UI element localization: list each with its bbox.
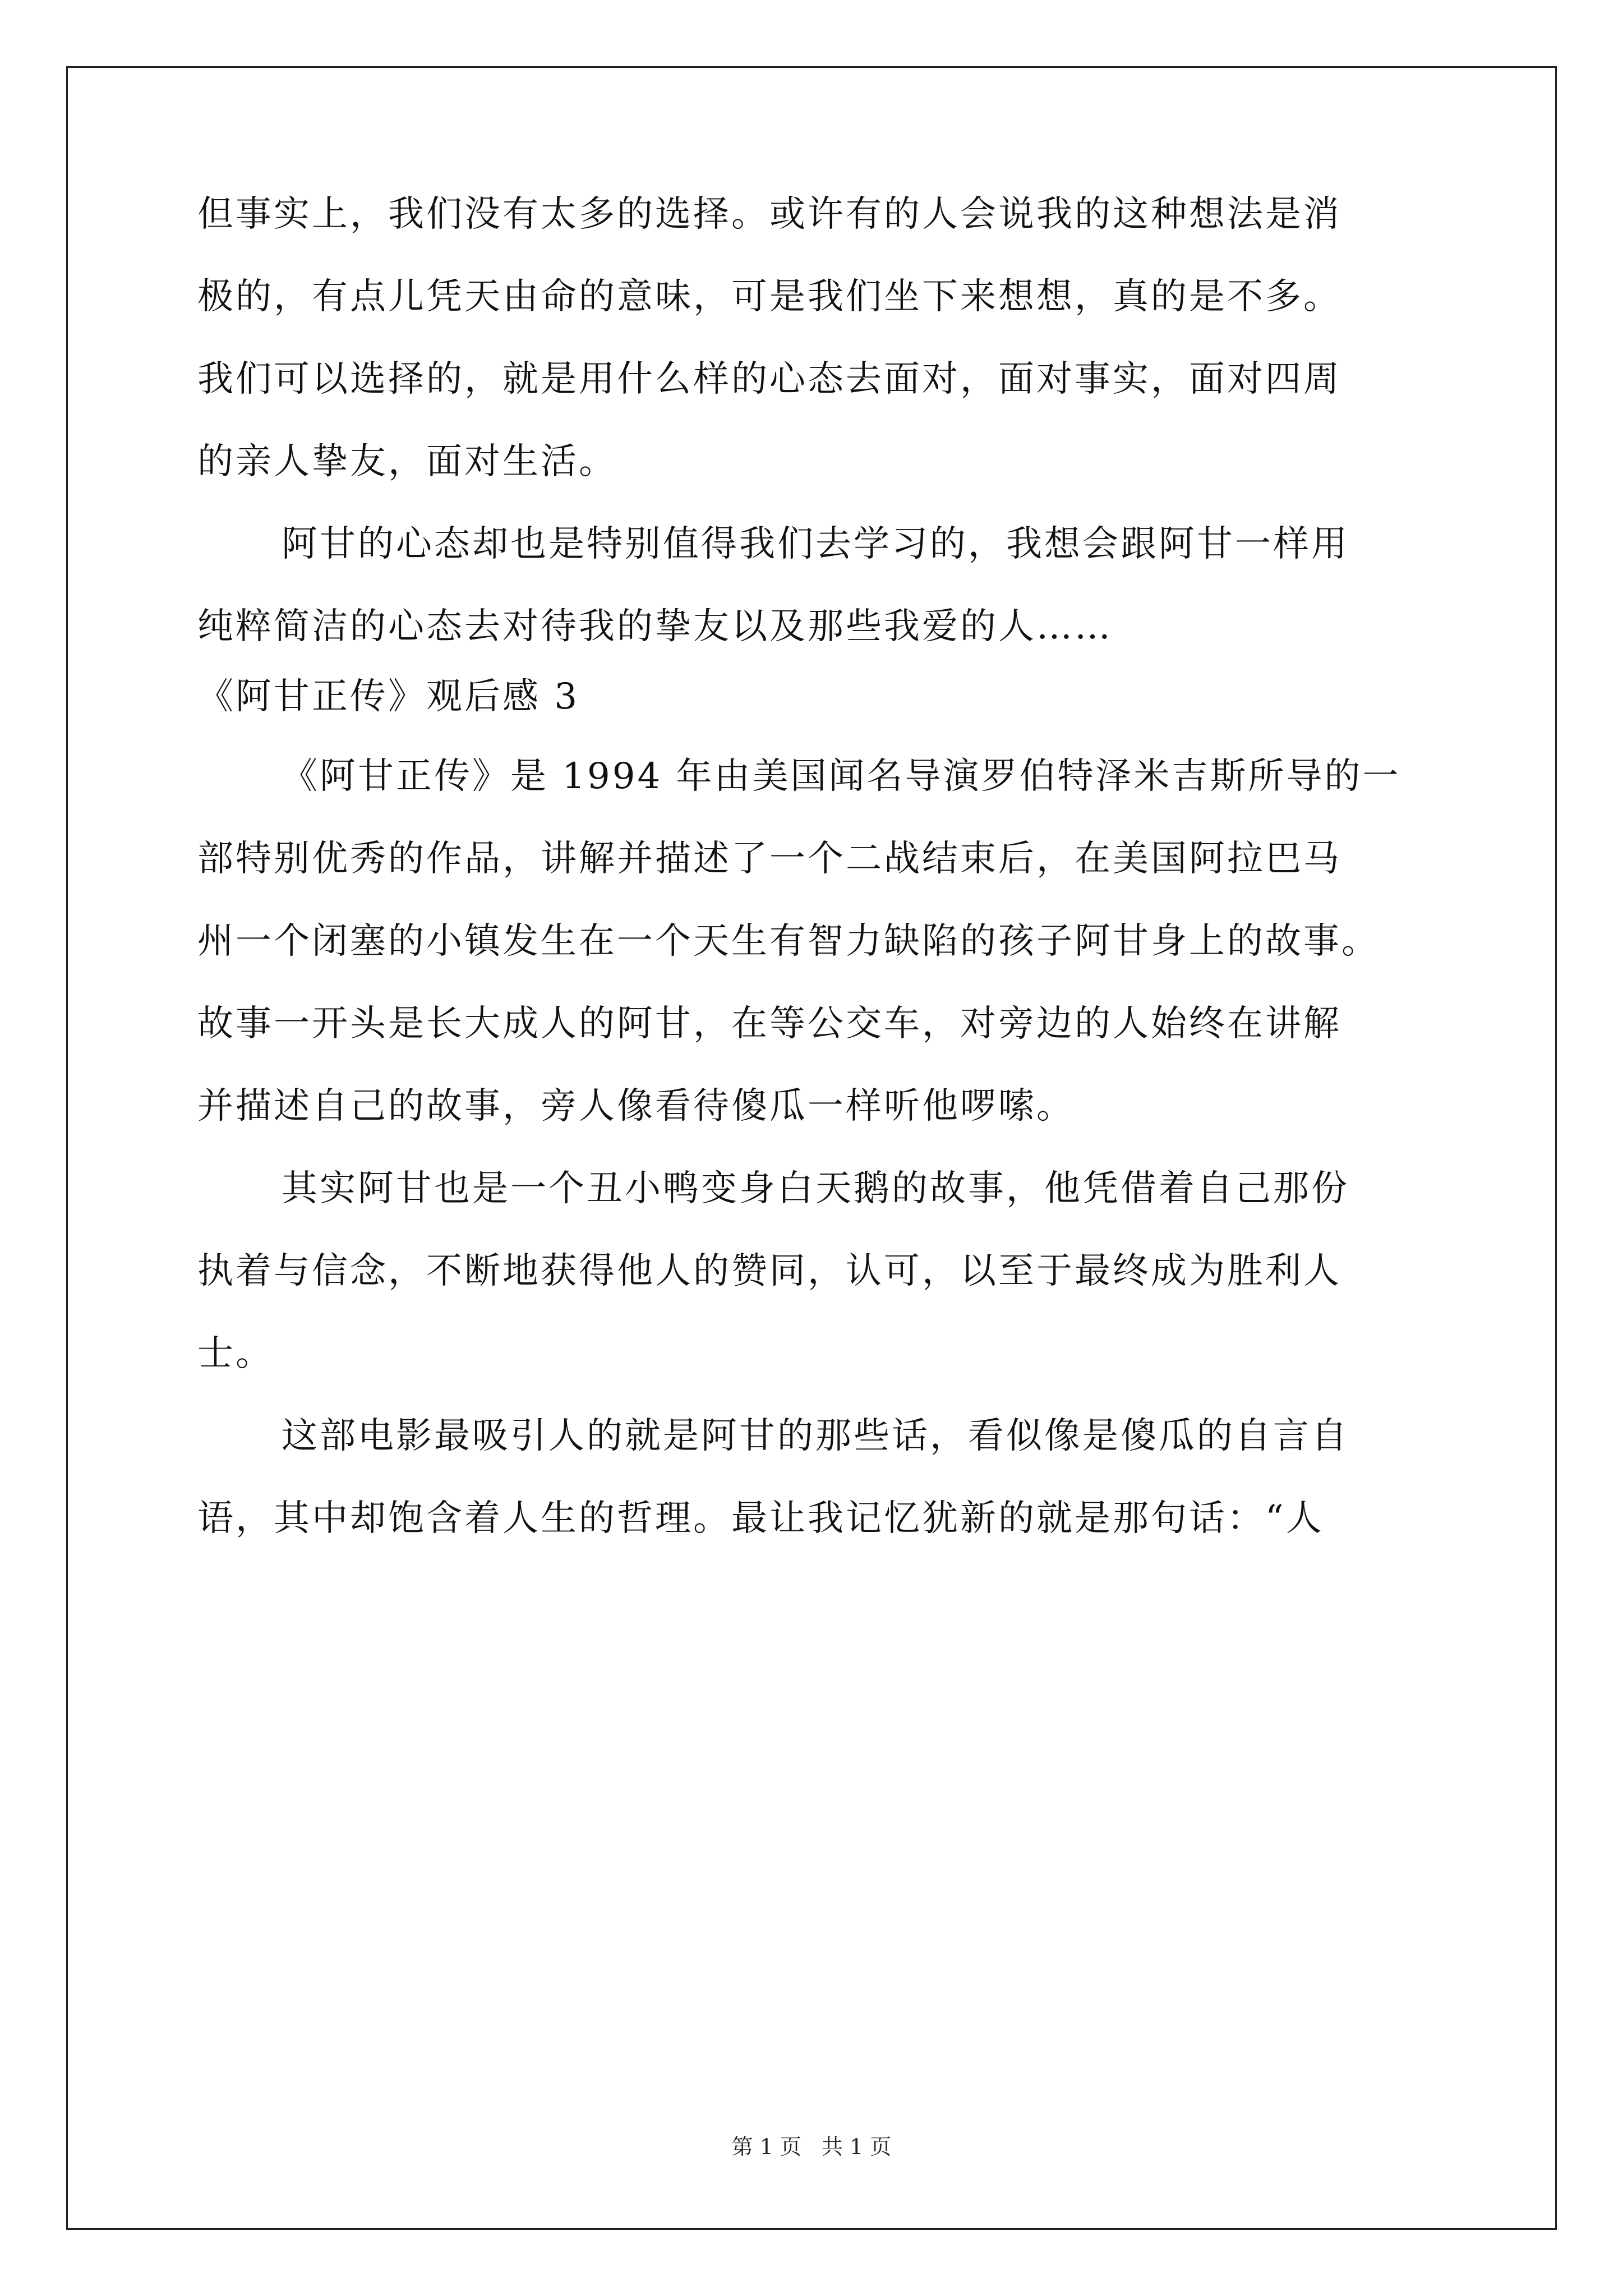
paragraph-line: 并描述自己的故事，旁人像看待傻瓜一样听他啰嗦。 (197, 1085, 1075, 1127)
paragraph-line: 阿甘的心态却也是特别值得我们去学习的，我想会跟阿甘一样用 (282, 523, 1349, 565)
paragraph-line: 语，其中却饱含着人生的哲理。最让我记忆犹新的就是那句话：“人 (197, 1498, 1324, 1539)
paragraph-line: 的亲人挚友，面对生活。 (197, 441, 617, 482)
paragraph-line: 《阿甘正传》是 1994 年由美国闻名导演罗伯特泽米吉斯所导的一 (282, 756, 1401, 797)
paragraph-line: 纯粹简洁的心态去对待我的挚友以及那些我爱的人…… (197, 606, 1113, 647)
page-number-total: 共 1 页 (822, 2134, 892, 2159)
paragraph-line: 我们可以选择的，就是用什么样的心态去面对，面对事实，面对四周 (197, 358, 1341, 400)
paragraph-line: 其实阿甘也是一个丑小鸭变身白天鹅的故事，他凭借着自己那份 (282, 1168, 1349, 1209)
page-number-current: 第 1 页 (731, 2134, 801, 2159)
paragraph-line: 这部电影最吸引人的就是阿甘的那些话，看似像是傻瓜的自言自 (282, 1415, 1349, 1457)
paragraph-line: 故事一开头是长大成人的阿甘，在等公交车，对旁边的人始终在讲解 (197, 1003, 1341, 1045)
paragraph-line: 但事实上，我们没有太多的选择。或许有的人会说我的这种想法是消 (197, 194, 1341, 235)
paragraph-line: 极的，有点儿凭天由命的意味，可是我们坐下来想想，真的是不多。 (197, 276, 1341, 318)
section-heading: 《阿甘正传》观后感 3 (197, 676, 580, 717)
page-footer (0, 2136, 1623, 2157)
paragraph-line: 执着与信念，不断地获得他人的赞同，认可，以至于最终成为胜利人 (197, 1250, 1341, 1292)
paragraph-line: 部特别优秀的作品，讲解并描述了一个二战结束后，在美国阿拉巴马 (197, 838, 1341, 880)
paragraph-line: 州一个闭塞的小镇发生在一个天生有智力缺陷的孩子阿甘身上的故事。 (197, 921, 1380, 962)
paragraph-line: 士。 (197, 1333, 274, 1374)
